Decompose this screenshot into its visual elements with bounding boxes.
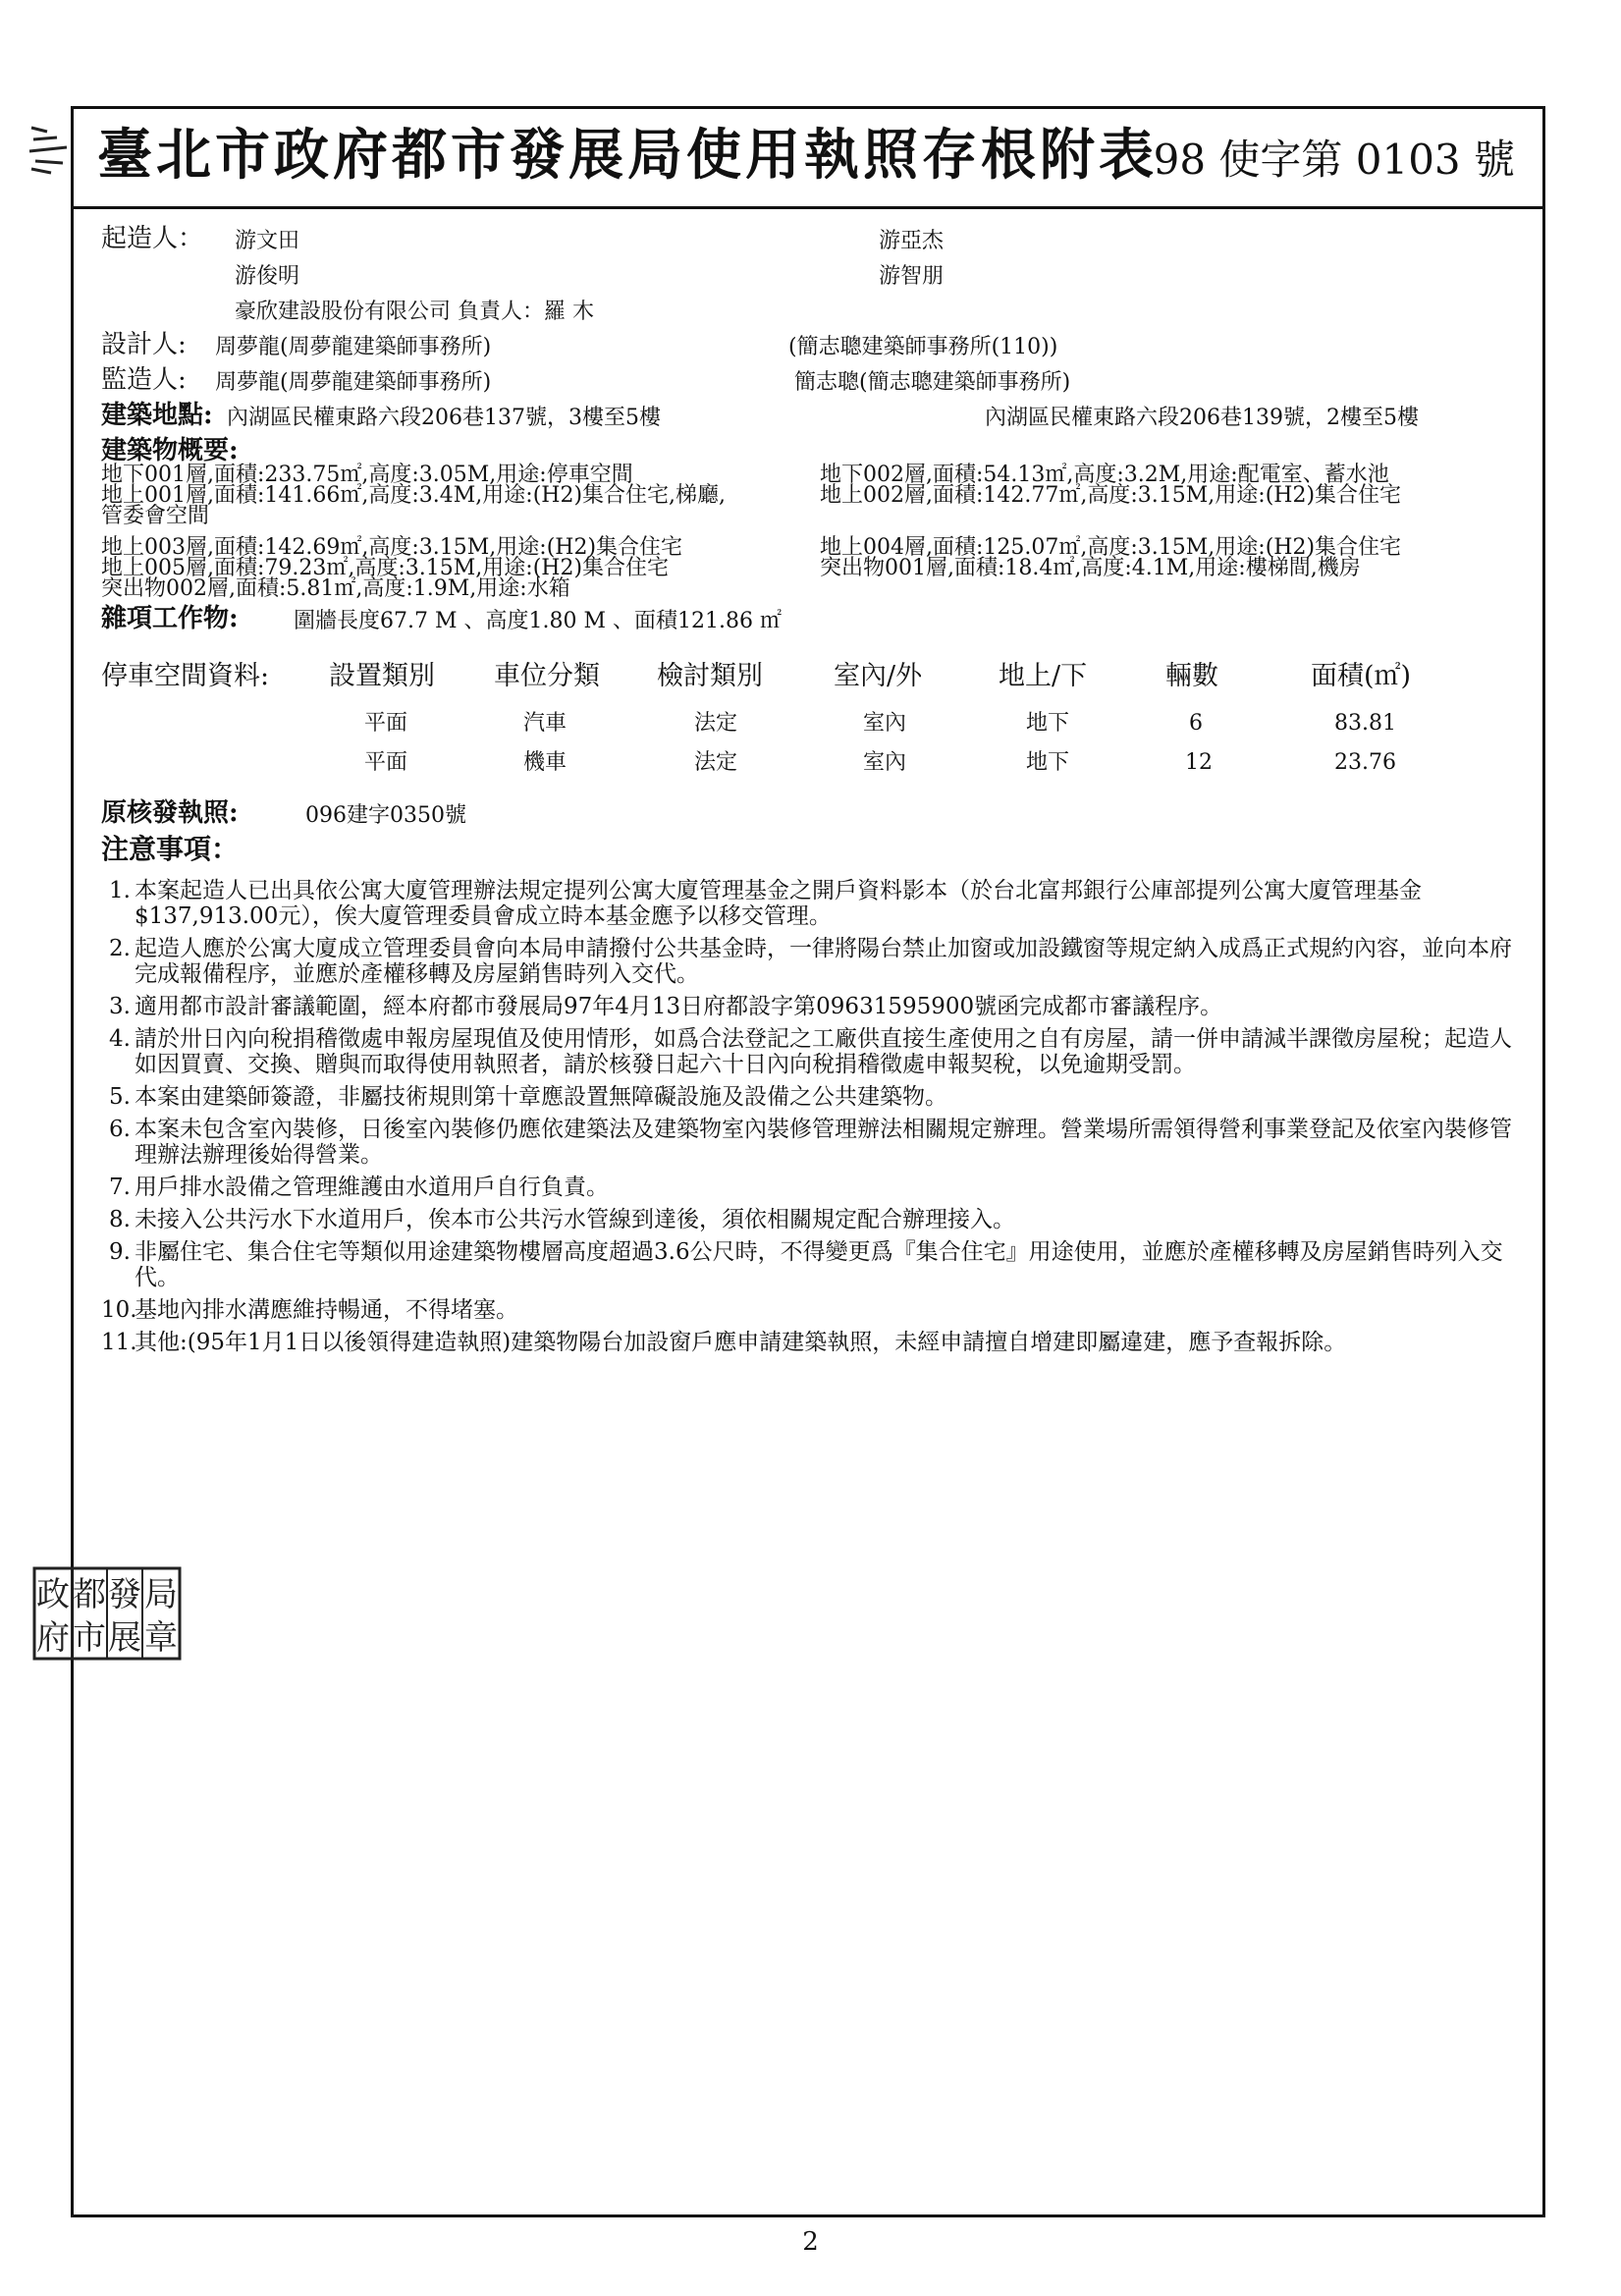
site-value: 內湖區民權東路六段206巷139號，2樓至5樓 xyxy=(985,406,1419,430)
note-item xyxy=(101,1330,1515,1355)
supervisor-value: 周夢龍(周夢龍建築師事務所) xyxy=(215,370,492,395)
note-number: 7. xyxy=(109,1175,131,1200)
parking-cell: 23.76 xyxy=(1334,750,1396,775)
supervisor-row xyxy=(101,366,1515,402)
seal-char: 政 xyxy=(36,1575,70,1614)
overview-line xyxy=(101,465,1515,485)
official-seal-stamp xyxy=(32,1566,182,1661)
note-item xyxy=(101,1207,1515,1232)
note-text: 未接入公共污水下水道用戶，俟本市公共污水管線到達後，須依相關規定配合辦理接入。 xyxy=(135,1207,1015,1232)
note-text: 起造人應於公寓大廈成立管理委員會向本局申請撥付公共基金時，一律將陽台禁止加窗或加設鐵窗等規定納入成爲正式規約內容，並向本府完成報備程序，並應於產權移轉及房屋銷售時列入交代。 xyxy=(135,936,1512,987)
note-item xyxy=(101,994,1515,1019)
parking-cell: 12 xyxy=(1185,750,1213,775)
parking-header: 輛數 xyxy=(1165,661,1218,691)
original-permit-row xyxy=(101,799,1515,835)
permit-number: 98 使字第 0103 號 xyxy=(1153,136,1515,184)
parking-cell: 地下 xyxy=(1026,750,1070,775)
overview-text: 地上005層,面積:79.23㎡,高度:3.15M,用途:(H2)集合住宅 xyxy=(101,556,670,580)
overview-text: 地下001層,面積:233.75㎡,高度:3.05M,用途:停車空間 xyxy=(101,463,633,487)
parking-header: 車位分類 xyxy=(494,661,600,691)
misc-value: 圍牆長度67.7 M 、高度1.80 M 、面積121.86 ㎡ xyxy=(294,609,782,633)
note-number: 10. xyxy=(101,1297,137,1323)
overview-label-row xyxy=(101,437,1515,465)
overview-text: 地上002層,面積:142.77㎡,高度:3.15M,用途:(H2)集合住宅 xyxy=(820,483,1402,508)
note-text: 請於卅日內向稅捐稽徵處申報房屋現值及使用情形，如爲合法登記之工廠供直接生產使用之自有房屋，請一併申請減半課徵房屋稅；起造人如因買賣、交換、贈與而取得使用執照者，請於核發日起六十日內向稅捐稽徵處申報契稅，以免逾期受罰。 xyxy=(135,1026,1512,1077)
parking-header: 室內/外 xyxy=(834,661,923,691)
overview-text: 突出物001層,面積:18.4㎡,高度:4.1M,用途:樓梯間,機房 xyxy=(820,556,1361,580)
designer-value: 周夢龍(周夢龍建築師事務所) xyxy=(215,335,492,359)
supervisor-label: 監造人: xyxy=(101,365,187,395)
site-value: 內湖區民權東路六段206巷137號，3樓至5樓 xyxy=(227,406,661,430)
document-frame xyxy=(36,106,1545,2217)
note-text: 其他:(95年1月1日以後領得建造執照)建築物陽台加設窗戶應申請建築執照，未經申請擅自增建即屬違建，應予查報拆除。 xyxy=(135,1330,1347,1355)
margin-scribble-mark xyxy=(27,118,71,196)
applicant-name: 游亞杰 xyxy=(879,229,945,253)
note-number: 4. xyxy=(109,1026,131,1052)
seal-char: 章 xyxy=(144,1618,178,1658)
notes-label: 注意事項： xyxy=(101,833,240,865)
overview-line xyxy=(101,485,1515,506)
parking-table xyxy=(101,662,1515,790)
overview-line xyxy=(101,558,1515,578)
note-number: 6. xyxy=(109,1117,131,1142)
note-item xyxy=(101,878,1515,929)
note-item xyxy=(101,1117,1515,1168)
parking-cell: 法定 xyxy=(694,750,738,775)
note-number: 8. xyxy=(109,1207,131,1232)
overview-text: 管委會空間 xyxy=(101,504,210,528)
document-content xyxy=(101,225,1515,1362)
parking-cell: 法定 xyxy=(694,711,738,736)
overview-line xyxy=(101,578,1515,599)
parking-label: 停車空間資料: xyxy=(101,661,270,691)
seal-char: 都 xyxy=(73,1575,106,1614)
parking-cell: 室內 xyxy=(863,750,907,775)
note-item xyxy=(101,1239,1515,1290)
original-permit-label: 原核發執照: xyxy=(101,798,239,828)
note-item xyxy=(101,1297,1515,1323)
notes-label-row xyxy=(101,835,1515,874)
designer-value: (簡志聰建築師事務所(110)) xyxy=(788,335,1058,359)
seal-char: 發 xyxy=(108,1575,141,1614)
note-number: 5. xyxy=(109,1084,131,1110)
applicant-row-3 xyxy=(101,296,1515,331)
note-text: 用戶排水設備之管理維護由水道用戶自行負責。 xyxy=(135,1175,609,1200)
parking-cell: 83.81 xyxy=(1334,711,1396,736)
seal-char: 市 xyxy=(73,1618,106,1658)
parking-header: 設置類別 xyxy=(329,661,435,691)
parking-header: 地上/下 xyxy=(999,661,1088,691)
parking-cell: 6 xyxy=(1189,711,1203,736)
applicant-name: 游俊明 xyxy=(235,264,300,289)
site-row xyxy=(101,402,1515,437)
overview-block xyxy=(101,465,1515,599)
note-number: 11. xyxy=(101,1330,137,1355)
overview-line xyxy=(101,537,1515,558)
notes-list xyxy=(101,878,1515,1355)
applicant-row-2 xyxy=(101,260,1515,296)
seal-char: 展 xyxy=(108,1618,141,1658)
overview-text: 突出物002層,面積:5.81㎡,高度:1.9M,用途:水箱 xyxy=(101,576,570,601)
parking-cell: 汽車 xyxy=(523,711,567,736)
applicants-label: 起造人： xyxy=(101,224,204,253)
overview-label: 建築物概要: xyxy=(101,436,239,465)
note-text: 本案由建築師簽證，非屬技術規則第十章應設置無障礙設施及設備之公共建築物。 xyxy=(135,1084,947,1110)
overview-text: 地上004層,面積:125.07㎡,高度:3.15M,用途:(H2)集合住宅 xyxy=(820,535,1402,560)
applicant-row-1 xyxy=(101,225,1515,260)
note-text: 適用都市設計審議範圍，經本府都市發展局97年4月13日府都設字第09631595900號函完成都市審議程序。 xyxy=(135,994,1223,1019)
site-label: 建築地點: xyxy=(101,401,213,430)
misc-row xyxy=(101,605,1515,640)
applicant-company: 豪欣建設股份有限公司 負責人：羅 木 xyxy=(235,300,594,324)
overview-text: 地上001層,面積:141.66㎡,高度:3.4M,用途:(H2)集合住宅,梯廳, xyxy=(101,483,727,508)
overview-line xyxy=(101,506,1515,537)
note-item xyxy=(101,1175,1515,1200)
applicant-name: 游文田 xyxy=(235,229,300,253)
note-item xyxy=(101,1026,1515,1077)
parking-cell: 室內 xyxy=(863,711,907,736)
misc-label: 雜項工作物: xyxy=(101,604,239,633)
note-number: 2. xyxy=(109,936,131,961)
overview-text: 地上003層,面積:142.69㎡,高度:3.15M,用途:(H2)集合住宅 xyxy=(101,535,683,560)
note-text: 非屬住宅、集合住宅等類似用途建築物樓層高度超過3.6公尺時，不得變更爲『集合住宅』用途使用，並應於產權移轉及房屋銷售時列入交代。 xyxy=(135,1239,1503,1290)
note-number: 9. xyxy=(109,1239,131,1265)
applicant-name: 游智朋 xyxy=(879,264,945,289)
parking-cell: 平面 xyxy=(364,750,408,775)
designer-label: 設計人: xyxy=(101,330,187,359)
note-item xyxy=(101,1084,1515,1110)
document-title: 臺北市政府都市發展局使用執照存根附表 xyxy=(97,123,1158,188)
note-number: 1. xyxy=(109,878,131,903)
overview-text: 地下002層,面積:54.13㎡,高度:3.2M,用途:配電室、蓄水池 xyxy=(820,463,1389,487)
note-text: 本案未包含室內裝修，日後室內裝修仍應依建築法及建築物室內裝修管理辦法相關規定辦理。營業場所需領得營利事業登記及依室內裝修管理辦法辦理後始得營業。 xyxy=(135,1117,1512,1168)
designer-row xyxy=(101,331,1515,366)
parking-cell: 平面 xyxy=(364,711,408,736)
original-permit-value: 096建字0350號 xyxy=(305,803,466,828)
seal-char: 府 xyxy=(36,1618,70,1658)
note-text: 本案起造人已出具依公寓大廈管理辦法規定提列公寓大廈管理基金之開戶資料影本（於台北富邦銀行公庫部提列公寓大廈管理基金$137,913.00元），俟大廈管理委員會成立時本基金應予以移交管理。 xyxy=(135,878,1422,929)
document-header xyxy=(74,109,1542,209)
note-item xyxy=(101,936,1515,987)
supervisor-value: 簡志聰(簡志聰建築師事務所) xyxy=(794,370,1071,395)
parking-cell: 機車 xyxy=(523,750,567,775)
parking-cell: 地下 xyxy=(1026,711,1070,736)
page-number: 2 xyxy=(802,2227,819,2257)
note-text: 基地內排水溝應維持暢通，不得堵塞。 xyxy=(135,1297,518,1323)
seal-char: 局 xyxy=(144,1575,178,1614)
parking-header: 檢討類別 xyxy=(657,661,763,691)
note-number: 3. xyxy=(109,994,131,1019)
parking-header: 面積(㎡) xyxy=(1311,661,1412,691)
